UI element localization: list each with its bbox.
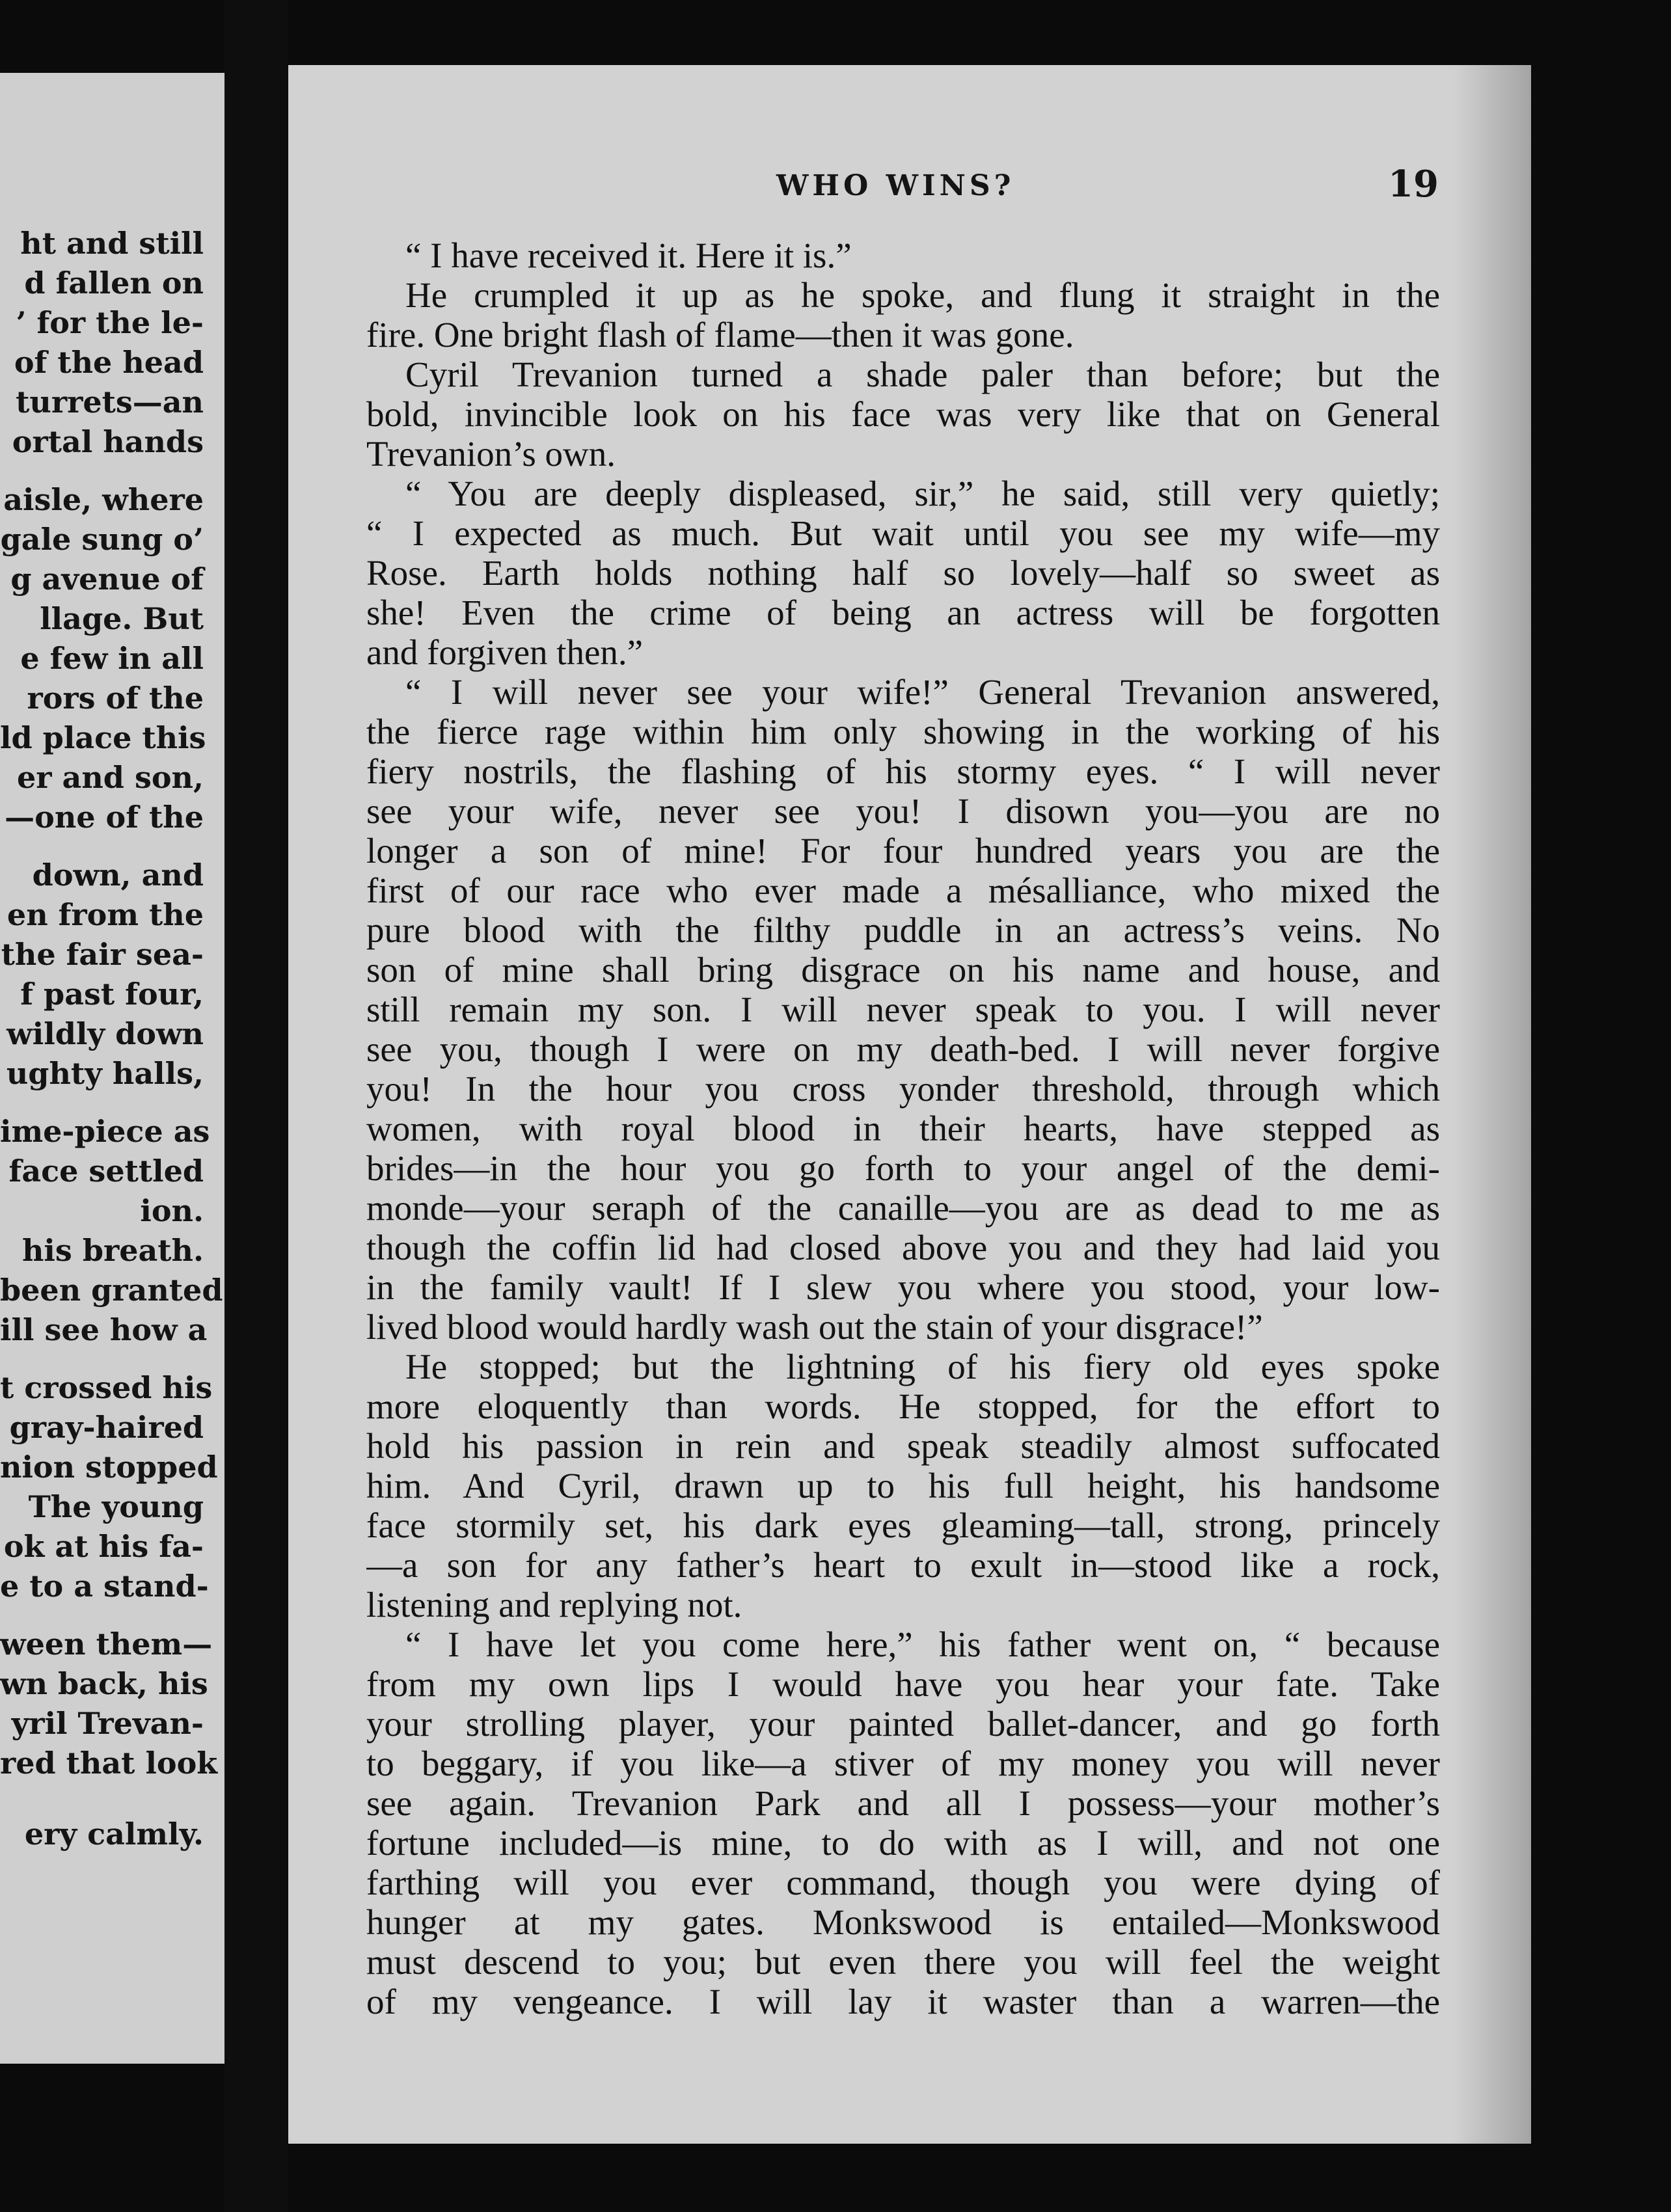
text-line: must descend to you; but even there you will feel the weight (366, 1942, 1440, 1982)
facing-page-line: aisle, where (3, 482, 204, 517)
text-line: “ I expected as much. But wait until you see my wife—my (366, 513, 1440, 553)
text-line: He crumpled it up as he spoke, and flung it straight in the (405, 275, 1440, 315)
page-number: 19 (1388, 163, 1439, 206)
page-19 (288, 65, 1531, 2144)
text-line: hunger at my gates. Monkswood is entailed—Monkswood (366, 1902, 1440, 1942)
text-line: the fierce rage within him only showing in the working of his (366, 712, 1440, 751)
text-line: to beggary, if you like—a stiver of my money you will never (366, 1744, 1440, 1783)
facing-page-line: been granted (0, 1273, 223, 1308)
facing-page-line: en from the (7, 897, 204, 932)
text-line: women, with royal blood in their hearts, have stepped as (366, 1109, 1440, 1148)
facing-page-line: his breath. (21, 1233, 204, 1268)
facing-page-line: ortal hands (12, 424, 204, 459)
facing-page-line: e to a stand- (0, 1569, 209, 1604)
text-line: pure blood with the filthy puddle in an actress’s veins. No (366, 910, 1440, 950)
text-line: more eloquently than words. He stopped, for the effort to (366, 1386, 1440, 1426)
facing-page-line: f past four, (20, 977, 204, 1012)
facing-page-line: The young (28, 1489, 204, 1524)
text-line: him. And Cyril, drawn up to his full height, his handsome (366, 1466, 1440, 1505)
facing-page-line: ld place this (0, 720, 206, 755)
facing-page-line: —one of the (5, 800, 204, 835)
page-edge-shadow (1453, 65, 1531, 2144)
book-gutter (224, 0, 288, 2212)
facing-page-line: face settled (8, 1153, 204, 1189)
text-line: fiery nostrils, the flashing of his stormy eyes. “ I will never (366, 751, 1440, 791)
text-line: from my own lips I would have you hear your fate. Take (366, 1664, 1440, 1704)
text-line: —a son for any father’s heart to exult in—stood like a rock, (366, 1545, 1440, 1585)
text-line: “ I have let you come here,” his father went on, “ because (405, 1625, 1440, 1664)
running-head: WHO WINS? (776, 169, 1015, 202)
facing-page-line (0, 1606, 224, 1625)
text-line: your strolling player, your painted ballet-dancer, and go forth (366, 1704, 1440, 1744)
facing-page-line: gray-haired (9, 1410, 204, 1445)
text-line: farthing will you ever command, though you were dying of (366, 1863, 1440, 1902)
facing-page-line: ime-piece as (0, 1114, 210, 1149)
text-line: Trevanion’s own. (366, 434, 616, 474)
text-line: longer a son of mine! For four hundred years you are the (366, 831, 1440, 870)
text-line: Rose. Earth holds nothing half so lovely—half so sweet as (366, 553, 1440, 593)
text-line: fortune included—is mine, to do with as I will, and not one (366, 1823, 1440, 1863)
text-line: in the family vault! If I slew you where you stood, your low- (366, 1267, 1440, 1307)
text-line: brides—in the hour you go forth to your angel of the demi- (366, 1148, 1440, 1188)
facing-page-line: ht and still (20, 226, 204, 261)
text-line: face stormily set, his dark eyes gleaming—tall, strong, princely (366, 1505, 1440, 1545)
facing-page-final-line: ery calmly. (24, 1816, 204, 1852)
facing-page-line: rors of the (27, 681, 204, 716)
facing-page-line: nion stopped (0, 1450, 218, 1485)
text-line: and forgiven then.” (366, 632, 644, 672)
facing-page-line: g avenue of (10, 561, 204, 597)
facing-page-line: the fair sea- (1, 937, 204, 972)
facing-page-line (0, 837, 224, 856)
text-line: see your wife, never see you! I disown you—you are no (366, 791, 1440, 831)
facing-page-line: ok at his fa- (3, 1529, 204, 1564)
facing-page-line: llage. But (40, 601, 204, 636)
page-header (288, 163, 1531, 221)
text-line: “ I have received it. Here it is.” (405, 236, 852, 275)
text-line: Cyril Trevanion turned a shade paler than before; but the (405, 355, 1440, 394)
text-line: “ I will never see your wife!” General Trevanion answered, (405, 672, 1440, 712)
text-line: listening and replying not. (366, 1585, 742, 1625)
text-line: bold, invincible look on his face was very like that on General (366, 394, 1440, 434)
text-line: of my vengeance. I will lay it waster than a warren—the (366, 1982, 1440, 2021)
facing-page-line: ughty halls, (6, 1056, 204, 1091)
text-line: see you, though I were on my death-bed. I will never forgive (366, 1029, 1440, 1069)
facing-page-line: wn back, his (0, 1666, 208, 1701)
text-line: monde—your seraph of the canaille—you are as dead to me as (366, 1188, 1440, 1228)
text-line: fire. One bright flash of flame—then it was gone. (366, 315, 1074, 355)
facing-page-line: turrets—an (16, 384, 204, 420)
facing-page-line: yril Trevan- (11, 1706, 204, 1741)
facing-page-line: d fallen on (24, 265, 204, 301)
facing-page-line: of the head (14, 345, 204, 380)
facing-page-line: down, and (32, 857, 204, 893)
facing-page-line: wildly down (7, 1016, 204, 1051)
facing-page-text (0, 224, 224, 1854)
facing-page-line (0, 1094, 224, 1112)
facing-page-line: ill see how a (0, 1312, 208, 1347)
facing-page-line (0, 462, 224, 480)
text-line: son of mine shall bring disgrace on his name and house, and (366, 950, 1440, 990)
facing-page-line: e few in all (20, 641, 204, 676)
text-line: see again. Trevanion Park and all I possess—your mother’s (366, 1783, 1440, 1823)
text-line: she! Even the crime of being an actress will be forgotten (366, 593, 1440, 632)
text-line: lived blood would hardly wash out the stain of your disgrace!” (366, 1307, 1263, 1347)
facing-page-line: gale sung o’ (0, 522, 204, 557)
text-line: though the coffin lid had closed above you and they had laid you (366, 1228, 1440, 1267)
text-line: “ You are deeply displeased, sir,” he said, still very quietly; (405, 474, 1440, 513)
facing-page-left (0, 73, 224, 2064)
body-text (366, 236, 1440, 2021)
text-line: still remain my son. I will never speak to you. I will never (366, 990, 1440, 1029)
text-line: first of our race who ever made a mésalliance, who mixed the (366, 870, 1440, 910)
text-line: He stopped; but the lightning of his fiery old eyes spoke (405, 1347, 1440, 1386)
facing-page-line: er and son, (17, 760, 204, 795)
facing-page-line: red that look (0, 1746, 218, 1781)
text-line: you! In the hour you cross yonder threshold, through which (366, 1069, 1440, 1109)
facing-page-line: ’ for the le- (16, 305, 204, 340)
facing-page-line: t crossed his (0, 1370, 213, 1405)
facing-page-line: ween them— (0, 1626, 213, 1662)
facing-page-line (0, 1350, 224, 1368)
facing-page-line: ion. (140, 1193, 204, 1228)
text-line: hold his passion in rein and speak steadily almost suffocated (366, 1426, 1440, 1466)
